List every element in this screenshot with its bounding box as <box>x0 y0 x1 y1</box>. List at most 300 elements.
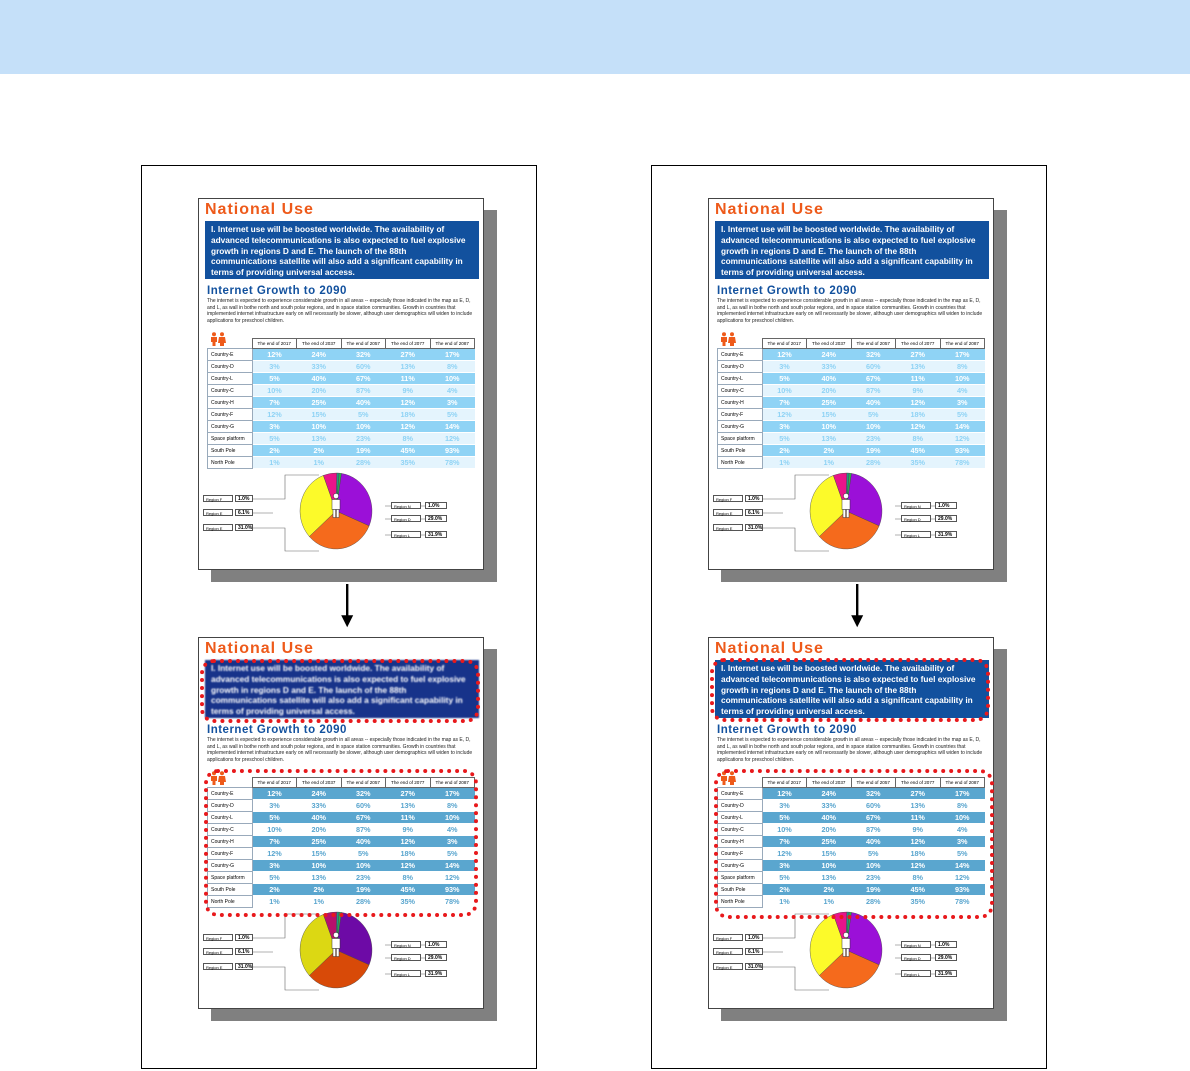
table-cell: 13% <box>896 800 941 812</box>
row-label: Country-C <box>208 824 253 836</box>
table-row <box>718 361 985 373</box>
table-row <box>718 445 985 457</box>
table-cell: 12% <box>430 433 475 445</box>
table-cell: 35% <box>386 896 431 908</box>
region-label: Region E <box>713 524 743 531</box>
table-column-header: The end of 2017 <box>252 778 297 788</box>
table-cell: 8% <box>430 361 475 373</box>
intro-block <box>205 221 479 279</box>
table-cell: 23% <box>341 433 386 445</box>
row-label: Country-G <box>208 860 253 872</box>
region-value: 6.1% <box>745 948 763 955</box>
table-row <box>208 860 475 872</box>
table-cell: 15% <box>297 848 342 860</box>
row-label: Country-C <box>208 385 253 397</box>
region-value: 29.0% <box>935 515 957 522</box>
row-label: South Pole <box>208 884 253 896</box>
table-cell: 32% <box>851 788 896 800</box>
region-label: Region N <box>391 941 421 948</box>
table-cell: 5% <box>851 409 896 421</box>
table-cell: 5% <box>940 848 985 860</box>
table-cell: 40% <box>297 373 342 385</box>
region-label: Region N <box>391 502 421 509</box>
table-cell: 12% <box>896 836 941 848</box>
table-cell: 35% <box>896 896 941 908</box>
table-cell: 25% <box>807 836 852 848</box>
section-body-text: The internet is expected to experience considerable growth in all areas -- especially those indicated in the map as E, D, and L, as wall in bothe north and south polar regions, and in space station communities. Growth in countries that implemented internet infrastructure early on will necessarily be slower, although user demographics will widen to include applications for preschool children. <box>717 737 983 763</box>
section-body-text: The internet is expected to experience considerable growth in all areas -- especially those indicated in the map as E, D, and L, as wall in bothe north and south polar regions, and in space station communities. Growth in countries that implemented internet infrastructure early on will necessarily be slower, although user demographics will widen to include applications for preschool children. <box>207 737 473 763</box>
region-pie-chart <box>199 465 484 570</box>
table-cell: 40% <box>341 836 386 848</box>
page-title: National Use <box>205 201 314 218</box>
table-cell: 10% <box>851 421 896 433</box>
table-row <box>208 421 475 433</box>
table-row <box>718 385 985 397</box>
table-cell: 3% <box>430 836 475 848</box>
region-value: 29.0% <box>935 954 957 961</box>
row-label: South Pole <box>718 445 763 457</box>
region-label: Region F <box>203 934 233 941</box>
page-after-left <box>198 637 484 1009</box>
table-cell: 18% <box>386 409 431 421</box>
table-cell: 78% <box>940 457 985 469</box>
table-cell: 2% <box>252 884 297 896</box>
row-label: Country-E <box>208 349 253 361</box>
region-value: 31.0% <box>235 524 253 531</box>
row-label: Country-L <box>208 373 253 385</box>
table-row <box>718 349 985 361</box>
table-cell: 19% <box>851 445 896 457</box>
arrow-down-icon <box>333 584 347 620</box>
table-cell: 33% <box>297 800 342 812</box>
table-column-header: The end of 2087 <box>940 778 985 788</box>
table-cell: 1% <box>807 896 852 908</box>
table-cell: 12% <box>762 409 807 421</box>
table-cell: 25% <box>807 397 852 409</box>
table-cell: 40% <box>851 397 896 409</box>
table-cell: 78% <box>940 896 985 908</box>
table-cell: 93% <box>940 445 985 457</box>
table-column-header: The end of 2017 <box>252 339 297 349</box>
table-cell: 7% <box>762 836 807 848</box>
table-cell: 11% <box>896 373 941 385</box>
table-corner <box>208 339 253 349</box>
table-row <box>208 409 475 421</box>
table-cell: 12% <box>386 397 431 409</box>
table-cell: 5% <box>762 872 807 884</box>
table-cell: 17% <box>940 788 985 800</box>
table-cell: 3% <box>940 836 985 848</box>
row-label: North Pole <box>208 457 253 469</box>
table-column-header: The end of 2057 <box>851 778 896 788</box>
table-cell: 3% <box>430 397 475 409</box>
table-cell: 9% <box>896 385 941 397</box>
table-cell: 14% <box>430 421 475 433</box>
row-label: North Pole <box>208 896 253 908</box>
table-cell: 23% <box>851 872 896 884</box>
row-label: Country-H <box>718 397 763 409</box>
table-cell: 67% <box>341 812 386 824</box>
table-row <box>208 836 475 848</box>
row-label: North Pole <box>718 457 763 469</box>
region-value: 29.0% <box>425 515 447 522</box>
table-cell: 8% <box>430 800 475 812</box>
table-row <box>208 445 475 457</box>
table-cell: 10% <box>762 385 807 397</box>
table-cell: 1% <box>762 896 807 908</box>
table-row <box>718 860 985 872</box>
intro-text: I. Internet use will be boosted worldwide. The availability of advanced telecommunications is also expected to fuel explosive growth in regions D and E. The launch of the 88th communications satellite will also add a significant capability in terms of providing universal access. <box>721 663 976 717</box>
table-cell: 2% <box>807 884 852 896</box>
table-cell: 27% <box>386 788 431 800</box>
table-cell: 93% <box>940 884 985 896</box>
region-label: Region E <box>713 963 743 970</box>
table-corner <box>718 339 763 349</box>
table-cell: 12% <box>762 349 807 361</box>
table-cell: 1% <box>762 457 807 469</box>
table-column-header: The end of 2017 <box>762 339 807 349</box>
table-row <box>208 848 475 860</box>
row-label: Country-D <box>208 800 253 812</box>
row-label: Country-F <box>718 409 763 421</box>
table-column-header: The end of 2077 <box>896 778 941 788</box>
table-column-header: The end of 2087 <box>940 339 985 349</box>
row-label: Country-L <box>718 373 763 385</box>
table-row <box>208 884 475 896</box>
table-cell: 45% <box>386 884 431 896</box>
table-header-row <box>718 339 985 349</box>
table-cell: 3% <box>252 860 297 872</box>
region-label: Region E <box>713 509 743 516</box>
table-cell: 4% <box>940 824 985 836</box>
table-cell: 11% <box>386 812 431 824</box>
table-row <box>208 872 475 884</box>
region-value: 6.1% <box>745 509 763 516</box>
table-cell: 93% <box>430 445 475 457</box>
table-cell: 13% <box>386 800 431 812</box>
table-cell: 12% <box>252 848 297 860</box>
table-column-header: The end of 2037 <box>807 339 852 349</box>
region-label: Region D <box>901 954 931 961</box>
table-cell: 19% <box>341 884 386 896</box>
table-cell: 67% <box>851 373 896 385</box>
row-label: Country-H <box>718 836 763 848</box>
table-row <box>208 788 475 800</box>
row-label: Space platform <box>208 872 253 884</box>
table-cell: 10% <box>297 421 342 433</box>
table-cell: 5% <box>762 812 807 824</box>
intro-block <box>715 221 989 279</box>
row-label: Country-E <box>208 788 253 800</box>
region-label: Region E <box>713 948 743 955</box>
table-row <box>718 788 985 800</box>
table-row <box>718 421 985 433</box>
page-title: National Use <box>205 640 314 657</box>
row-label: Country-L <box>208 812 253 824</box>
intro-text: I. Internet use will be boosted worldwide. The availability of advanced telecommunications is also expected to fuel explosive growth in regions D and E. The launch of the 88th communications satellite will also add a significant capability in terms of providing universal access. <box>211 224 466 278</box>
growth-table <box>207 777 475 908</box>
section-title: Internet Growth to 2090 <box>717 724 857 736</box>
table-cell: 5% <box>341 848 386 860</box>
table-row <box>208 824 475 836</box>
region-value: 31.0% <box>745 524 763 531</box>
region-label: Region D <box>391 515 421 522</box>
table-cell: 3% <box>762 860 807 872</box>
table-cell: 24% <box>807 349 852 361</box>
table-column-header: The end of 2037 <box>297 339 342 349</box>
table-cell: 78% <box>430 457 475 469</box>
table-cell: 12% <box>896 421 941 433</box>
table-row <box>208 373 475 385</box>
table-cell: 10% <box>940 812 985 824</box>
table-cell: 12% <box>762 848 807 860</box>
table-cell: 9% <box>896 824 941 836</box>
table-cell: 23% <box>851 433 896 445</box>
region-value: 31.9% <box>935 970 957 977</box>
table-cell: 28% <box>851 896 896 908</box>
table-cell: 27% <box>386 349 431 361</box>
table-cell: 9% <box>386 824 431 836</box>
region-value: 1.0% <box>935 941 957 948</box>
row-label: Space platform <box>208 433 253 445</box>
table-cell: 4% <box>940 385 985 397</box>
table-corner <box>208 778 253 788</box>
table-cell: 13% <box>896 361 941 373</box>
row-label: Country-G <box>718 421 763 433</box>
table-cell: 3% <box>252 800 297 812</box>
table-cell: 8% <box>386 872 431 884</box>
table-cell: 12% <box>252 409 297 421</box>
table-cell: 10% <box>430 812 475 824</box>
region-value: 6.1% <box>235 509 253 516</box>
region-label: Region E <box>203 963 233 970</box>
row-label: Country-D <box>718 800 763 812</box>
intro-block <box>205 660 479 718</box>
table-cell: 15% <box>807 848 852 860</box>
table-cell: 24% <box>297 349 342 361</box>
table-cell: 23% <box>341 872 386 884</box>
table-column-header: The end of 2057 <box>341 778 386 788</box>
table-row <box>208 800 475 812</box>
table-cell: 13% <box>807 433 852 445</box>
table-cell: 17% <box>940 349 985 361</box>
table-cell: 10% <box>430 373 475 385</box>
table-cell: 15% <box>807 409 852 421</box>
table-cell: 18% <box>896 848 941 860</box>
row-label: Space platform <box>718 872 763 884</box>
table-cell: 35% <box>896 457 941 469</box>
table-cell: 20% <box>297 824 342 836</box>
table-cell: 8% <box>940 800 985 812</box>
table-row <box>718 884 985 896</box>
table-cell: 32% <box>341 788 386 800</box>
region-pie-chart <box>199 904 484 1009</box>
table-cell: 1% <box>297 896 342 908</box>
table-cell: 5% <box>762 373 807 385</box>
table-cell: 12% <box>940 433 985 445</box>
row-label: Country-L <box>718 812 763 824</box>
table-cell: 18% <box>896 409 941 421</box>
table-row <box>718 397 985 409</box>
table-cell: 12% <box>386 836 431 848</box>
table-cell: 10% <box>807 421 852 433</box>
table-cell: 40% <box>341 397 386 409</box>
table-cell: 10% <box>252 385 297 397</box>
table-row <box>208 397 475 409</box>
table-cell: 3% <box>762 361 807 373</box>
region-value: 1.0% <box>235 495 253 502</box>
intro-block <box>715 660 989 718</box>
table-cell: 40% <box>807 373 852 385</box>
section-body-text: The internet is expected to experience considerable growth in all areas -- especially those indicated in the map as E, D, and L, as wall in bothe north and south polar regions, and in space station communities. Growth in countries that implemented internet infrastructure early on will necessarily be slower, although user demographics will widen to include applications for preschool children. <box>207 298 473 324</box>
region-label: Region D <box>391 954 421 961</box>
region-value: 31.9% <box>935 531 957 538</box>
page-title: National Use <box>715 640 824 657</box>
table-cell: 45% <box>386 445 431 457</box>
row-label: Country-F <box>208 409 253 421</box>
table-cell: 11% <box>386 373 431 385</box>
document-page <box>198 198 484 570</box>
table-cell: 13% <box>297 872 342 884</box>
table-cell: 1% <box>252 457 297 469</box>
table-cell: 2% <box>762 445 807 457</box>
table-cell: 13% <box>297 433 342 445</box>
table-column-header: The end of 2077 <box>896 339 941 349</box>
table-cell: 11% <box>896 812 941 824</box>
table-cell: 20% <box>297 385 342 397</box>
table-cell: 87% <box>341 824 386 836</box>
table-cell: 10% <box>252 824 297 836</box>
table-column-header: The end of 2077 <box>386 339 431 349</box>
table-cell: 45% <box>896 884 941 896</box>
region-value: 31.0% <box>235 963 253 970</box>
table-cell: 13% <box>807 872 852 884</box>
region-label: Region L <box>391 531 421 538</box>
table-cell: 32% <box>851 349 896 361</box>
table-row <box>718 872 985 884</box>
table-row <box>718 433 985 445</box>
region-label: Region L <box>901 970 931 977</box>
table-cell: 67% <box>851 812 896 824</box>
region-label: Region E <box>203 948 233 955</box>
table-column-header: The end of 2037 <box>297 778 342 788</box>
table-row <box>718 800 985 812</box>
document-page <box>198 637 484 1009</box>
section-title: Internet Growth to 2090 <box>207 285 347 297</box>
table-cell: 7% <box>252 397 297 409</box>
row-label: Space platform <box>718 433 763 445</box>
table-cell: 27% <box>896 349 941 361</box>
table-cell: 5% <box>252 812 297 824</box>
table-cell: 14% <box>940 860 985 872</box>
row-label: South Pole <box>208 445 253 457</box>
table-cell: 10% <box>807 860 852 872</box>
table-cell: 17% <box>430 349 475 361</box>
table-cell: 2% <box>807 445 852 457</box>
region-label: Region N <box>901 502 931 509</box>
region-value: 1.0% <box>745 934 763 941</box>
table-cell: 17% <box>430 788 475 800</box>
table-cell: 2% <box>297 445 342 457</box>
table-cell: 33% <box>807 800 852 812</box>
table-cell: 8% <box>896 433 941 445</box>
region-value: 6.1% <box>235 948 253 955</box>
table-cell: 14% <box>430 860 475 872</box>
table-column-header: The end of 2087 <box>430 778 475 788</box>
table-cell: 12% <box>252 788 297 800</box>
table-cell: 2% <box>297 884 342 896</box>
table-cell: 1% <box>252 896 297 908</box>
region-value: 29.0% <box>425 954 447 961</box>
table-cell: 40% <box>807 812 852 824</box>
table-row <box>208 812 475 824</box>
table-cell: 5% <box>851 848 896 860</box>
table-cell: 5% <box>252 872 297 884</box>
table-header-row <box>208 778 475 788</box>
header-banner <box>0 0 1190 74</box>
table-cell: 4% <box>430 385 475 397</box>
table-header-row <box>718 778 985 788</box>
row-label: Country-F <box>208 848 253 860</box>
region-label: Region E <box>203 509 233 516</box>
document-page <box>708 198 994 570</box>
row-label: Country-H <box>208 397 253 409</box>
intro-text: I. Internet use will be boosted worldwide. The availability of advanced telecommunications is also expected to fuel explosive growth in regions D and E. The launch of the 88th communications satellite will also add a significant capability in terms of providing universal access. <box>721 224 976 278</box>
region-label: Region F <box>713 495 743 502</box>
region-value: 1.0% <box>425 941 447 948</box>
table-column-header: The end of 2017 <box>762 778 807 788</box>
table-cell: 4% <box>430 824 475 836</box>
row-label: Country-G <box>208 421 253 433</box>
table-row <box>208 433 475 445</box>
page-before-right <box>708 198 994 570</box>
table-cell: 12% <box>762 788 807 800</box>
row-label: Country-E <box>718 349 763 361</box>
table-row <box>208 349 475 361</box>
region-value: 31.9% <box>425 531 447 538</box>
table-cell: 40% <box>851 836 896 848</box>
table-cell: 28% <box>851 457 896 469</box>
table-cell: 60% <box>851 361 896 373</box>
growth-table <box>717 338 985 469</box>
row-label: North Pole <box>718 896 763 908</box>
table-cell: 15% <box>297 409 342 421</box>
table-cell: 19% <box>341 445 386 457</box>
table-cell: 28% <box>341 457 386 469</box>
table-cell: 78% <box>430 896 475 908</box>
table-row <box>718 836 985 848</box>
comparison-panel-left <box>141 165 537 1069</box>
table-column-header: The end of 2037 <box>807 778 852 788</box>
growth-table <box>717 777 985 908</box>
table-cell: 24% <box>807 788 852 800</box>
document-page <box>708 637 994 1009</box>
table-cell: 25% <box>297 397 342 409</box>
table-cell: 1% <box>297 457 342 469</box>
table-row <box>208 361 475 373</box>
table-cell: 10% <box>762 824 807 836</box>
table-cell: 2% <box>252 445 297 457</box>
table-corner <box>718 778 763 788</box>
row-label: Country-D <box>718 361 763 373</box>
table-cell: 12% <box>430 872 475 884</box>
row-label: South Pole <box>718 884 763 896</box>
region-value: 1.0% <box>935 502 957 509</box>
table-row <box>718 848 985 860</box>
arrow-down-icon <box>843 584 857 620</box>
table-cell: 3% <box>940 397 985 409</box>
region-value: 31.0% <box>745 963 763 970</box>
